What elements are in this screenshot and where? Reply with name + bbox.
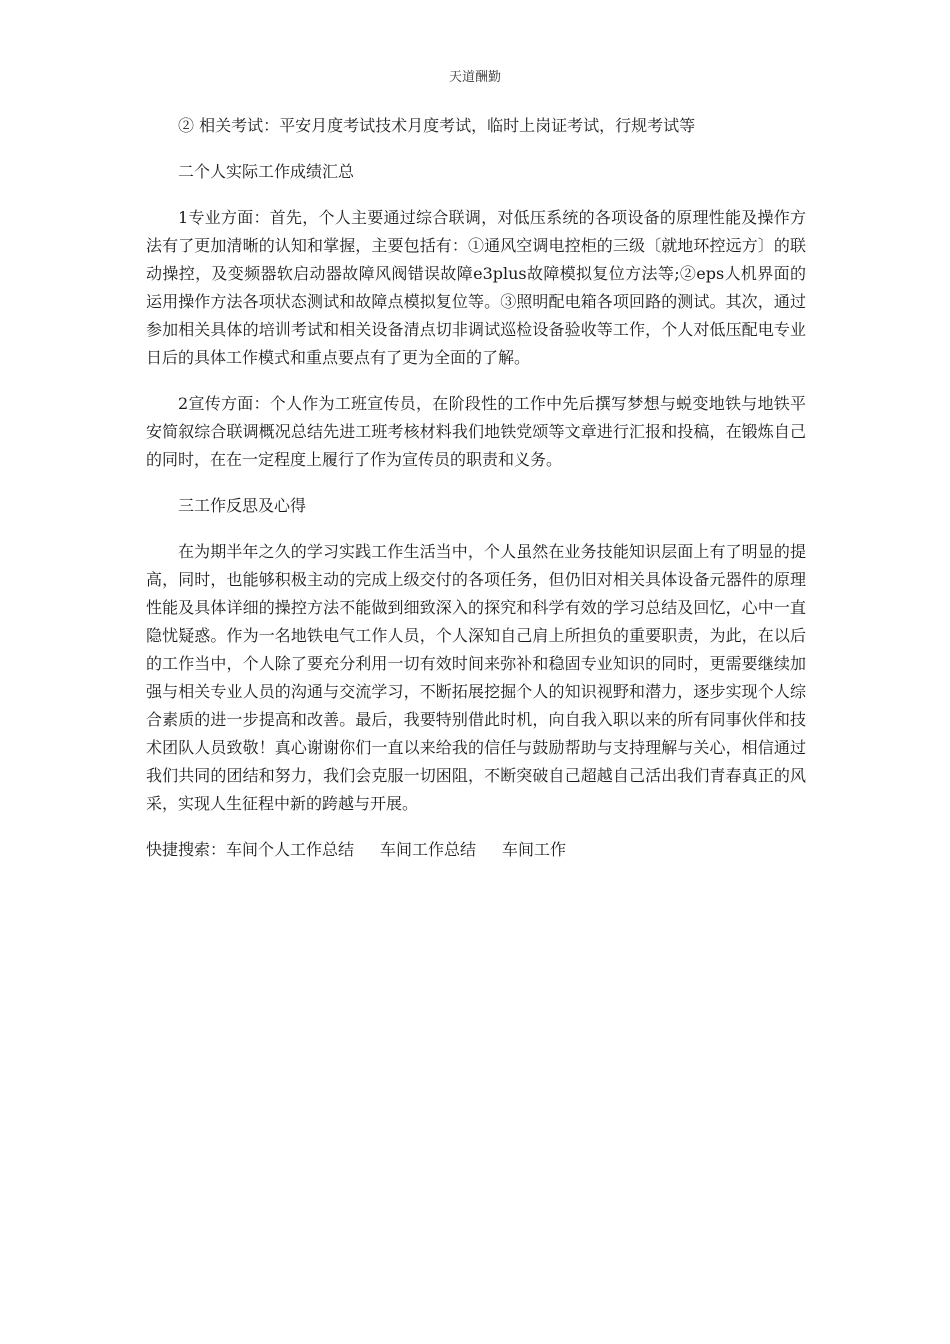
quick-search-keyword[interactable]: 车间工作 bbox=[502, 840, 567, 859]
section-heading-reflection: 三工作反思及心得 bbox=[178, 496, 307, 515]
header-title: 天道酬勤 bbox=[448, 70, 501, 85]
page-header bbox=[0, 66, 950, 85]
exams-line: ② 相关考试：平安月度考试技术月度考试，临时上岗证考试，行规考试等 bbox=[178, 116, 696, 135]
quick-search-label: 快捷搜索： bbox=[146, 840, 227, 859]
paragraph-professional: 1专业方面：首先，个人主要通过综合联调，对低压系统的各项设备的原理性能及操作方法有了更加清晰的认知和掌握，主要包括有：①通风空调电控柜的三级〔就地环控远方〕的联动操控，及变频器软启动器故障风阀错误故障e3plus故障模拟复位方法等;②eps人机界面的运用操作方法各项状态测试和故障点模拟复位等。③照明配电箱各项回路的测试。其次，通过参加相关具体的培训考试和相关设备清点切非调试巡检设备验收等工作，个人对低压配电专业日后的具体工作模式和重点要点有了更为全面的了解。 bbox=[146, 208, 806, 367]
paragraph-reflection: 在为期半年之久的学习实践工作生活当中，个人虽然在业务技能知识层面上有了明显的提高，同时，也能够积极主动的完成上级交付的各项任务，但仍旧对相关具体设备元器件的原理性能及具体详细的操控方法不能做到细致深入的探究和科学有效的学习总结及回忆，心中一直隐忧疑惑。作为一名地铁电气工作人员，个人深知自己肩上所担负的重要职责，为此，在以后的工作当中，个人除了要充分利用一切有效时间来弥补和稳固专业知识的同时，更需要继续加强与相关专业人员的沟通与交流学习，不断拓展挖掘个人的知识视野和潜力，逐步实现个人综合素质的进一步提高和改善。最后，我要特别借此时机，向自我入职以来的所有同事伙伴和技术团队人员致敬！真心谢谢你们一直以来给我的信任与鼓励帮助与支持理解与关心，相信通过我们共同的团结和努力，我们会克服一切困阻，不断突破自己超越自己活出我们青春真正的风采，实现人生征程中新的跨越与开展。 bbox=[146, 542, 806, 813]
section-heading-work-summary: 二个人实际工作成绩汇总 bbox=[178, 162, 355, 181]
quick-search-keyword[interactable]: 车间个人工作总结 bbox=[226, 840, 355, 859]
quick-search-keyword[interactable]: 车间工作总结 bbox=[380, 840, 477, 859]
paragraph-publicity: 2宣传方面：个人作为工班宣传员，在阶段性的工作中先后撰写梦想与蜕变地铁与地铁平安简叙综合联调概况总结先进工班考核材料我们地铁党颂等文章进行汇报和投稿，在锻炼自己的同时，在在一定程度上履行了作为宣传员的职责和义务。 bbox=[146, 394, 806, 469]
quick-search bbox=[146, 836, 806, 864]
document-body bbox=[146, 112, 806, 864]
